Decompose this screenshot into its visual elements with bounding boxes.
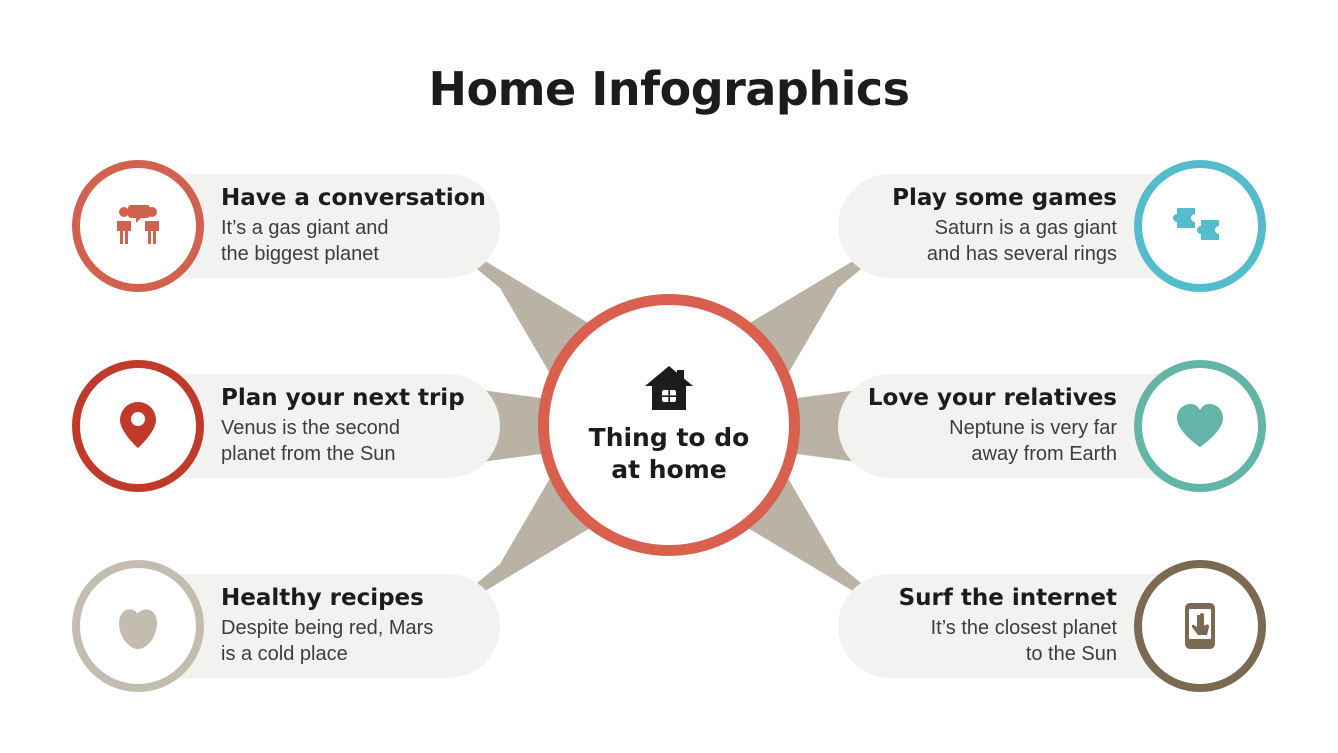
- item-desc-line1: It’s a gas giant and: [221, 217, 389, 240]
- item-title: Have a conversation: [221, 184, 486, 211]
- item-badge[interactable]: [72, 360, 204, 492]
- item-desc-line2: the biggest planet: [221, 243, 379, 266]
- item-desc-line1: Despite being red, Mars: [221, 617, 434, 640]
- item-desc-line1: Neptune is very far: [949, 417, 1117, 440]
- item-description: [221, 215, 389, 267]
- item-title: Love your relatives: [867, 384, 1117, 411]
- heart-icon: [1173, 402, 1227, 450]
- apple-icon: [115, 601, 161, 651]
- item-description: [221, 415, 400, 467]
- item-desc-line1: Venus is the second: [221, 417, 401, 440]
- item-desc-line1: Saturn is a gas giant: [934, 217, 1117, 240]
- home-icon: [643, 364, 695, 412]
- item-badge[interactable]: [72, 560, 204, 692]
- conversation-icon: [111, 201, 165, 251]
- item-title: Healthy recipes: [221, 584, 424, 611]
- item-title: Play some games: [892, 184, 1117, 211]
- item-desc-line2: to the Sun: [1025, 643, 1117, 666]
- page-title: Home Infographics: [428, 62, 910, 116]
- item-desc-line2: and has several rings: [926, 243, 1117, 266]
- item-description: [949, 415, 1117, 467]
- center-label: [589, 422, 750, 486]
- item-description: [221, 615, 433, 667]
- item-title: Surf the internet: [898, 584, 1117, 611]
- item-desc-line2: planet from the Sun: [221, 443, 396, 466]
- item-description: [927, 215, 1117, 267]
- item-badge[interactable]: [1134, 560, 1266, 692]
- item-desc-line1: It’s the closest planet: [930, 617, 1117, 640]
- center-label-line2: at home: [611, 455, 727, 484]
- item-description: [931, 615, 1117, 667]
- item-desc-line2: is a cold place: [221, 643, 348, 666]
- map-pin-icon: [118, 400, 158, 452]
- item-badge[interactable]: [1134, 360, 1266, 492]
- item-desc-line2: away from Earth: [971, 443, 1117, 466]
- puzzle-icon: [1173, 202, 1227, 250]
- center-label-line1: Thing to do: [588, 423, 750, 452]
- item-title: Plan your next trip: [221, 384, 465, 411]
- item-badge[interactable]: [1134, 160, 1266, 292]
- item-badge[interactable]: [72, 160, 204, 292]
- center-hub[interactable]: [538, 294, 800, 556]
- tap-phone-icon: [1177, 601, 1223, 651]
